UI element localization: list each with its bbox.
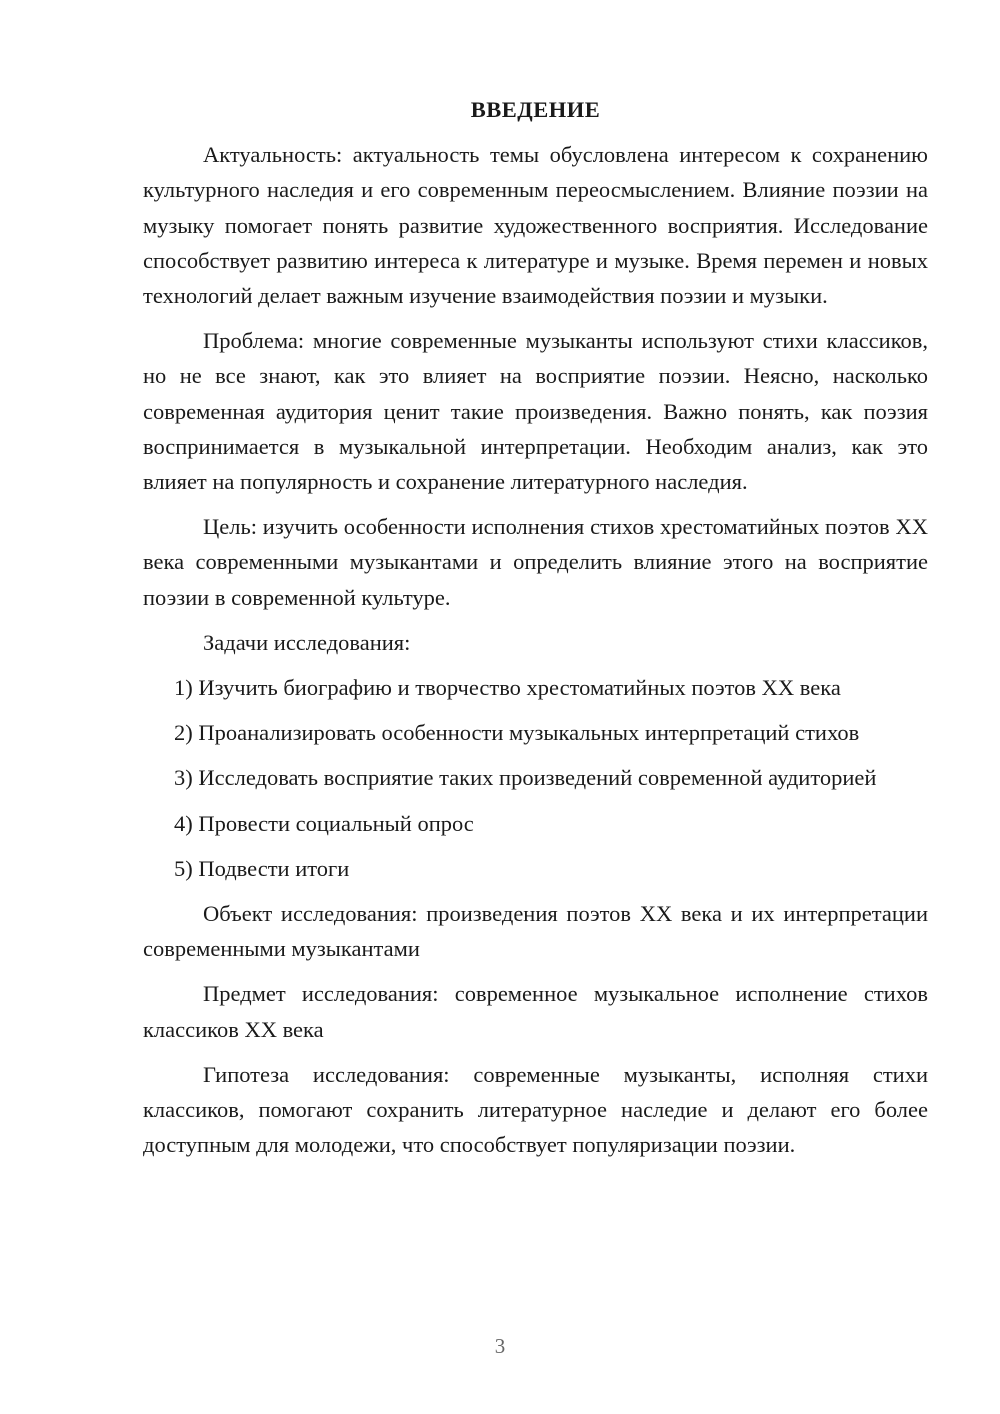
page-content bbox=[143, 92, 928, 1172]
hypothesis-paragraph: Гипотеза исследования: современные музыканты, исполняя стихи классиков, помогают сохранить литературное наследие и делают его более доступным для молодежи, что способствует популяризации поэзии. bbox=[143, 1061, 928, 1158]
goal-paragraph: Цель: изучить особенности исполнения стихов хрестоматийных поэтов XX века современными музыкантами и определить влияние этого на восприятие поэзии в современной культуре. bbox=[143, 514, 928, 610]
task-item-3: 3) Исследовать восприятие таких произведений современной аудиторией bbox=[174, 765, 877, 791]
task-item-5: 5) Подвести итоги bbox=[174, 855, 350, 881]
relevance-paragraph: Актуальность: актуальность темы обусловлена интересом к сохранению культурного наследия и его современным переосмыслением. Влияние поэзии на музыку помогает понять развитие художественного восприятия. Исследование способствует развитию интереса к литературе и музыке. Время перемен и новых технологий делает важным изучение взаимодействия поэзии и музыки. bbox=[143, 142, 928, 309]
task-item-1: 1) Изучить биографию и творчество хрестоматийных поэтов XX века bbox=[174, 675, 841, 701]
section-title: ВВЕДЕНИЕ bbox=[470, 97, 601, 122]
subject-paragraph: Предмет исследования: современное музыкальное исполнение стихов классиков XX века bbox=[143, 981, 928, 1042]
tasks-heading: Задачи исследования: bbox=[203, 629, 411, 655]
page-number: 3 bbox=[494, 1334, 506, 1358]
task-item-4: 4) Провести социальный опрос bbox=[174, 810, 474, 836]
task-item-2: 2) Проанализировать особенности музыкальных интерпретаций стихов bbox=[174, 720, 860, 746]
problem-paragraph: Проблема: многие современные музыканты используют стихи классиков, но не все знают, как это влияет на восприятие поэзии. Неясно, насколько современная аудитория ценит такие произведения. Важно понять, как поэзия воспринимается в музыкальной интерпретации. Необходим анализ, как это влияет на популярность и сохранение литературного наследия. bbox=[143, 328, 928, 495]
object-paragraph: Объект исследования: произведения поэтов XX века и их интерпретации современными музыкантами bbox=[143, 901, 928, 962]
